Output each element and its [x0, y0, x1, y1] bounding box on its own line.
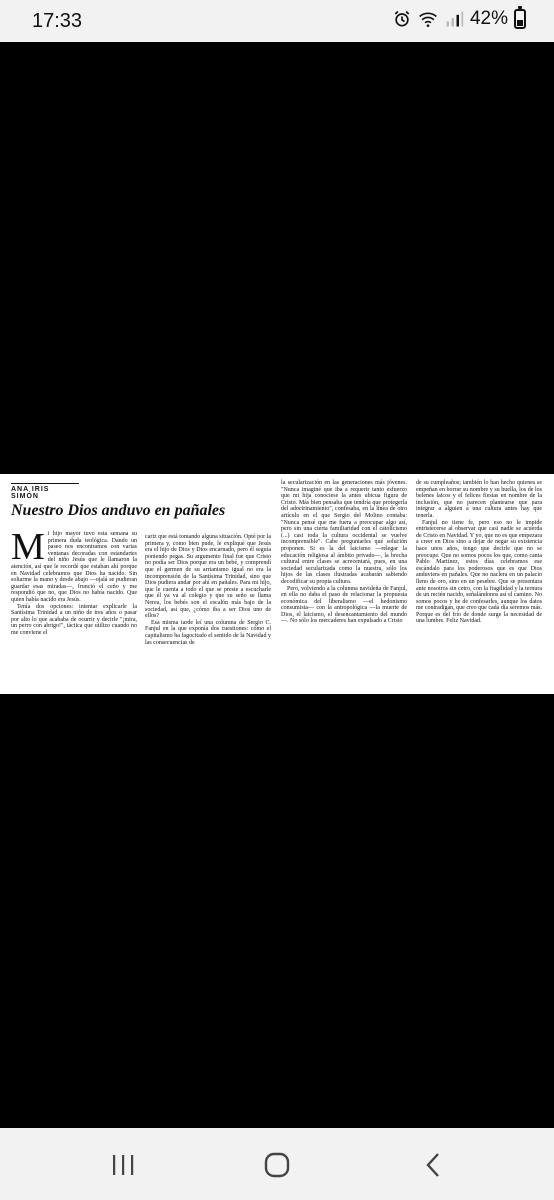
column-4-paragraph-2: Fanjul no tiene fe, pero eso no le impide entristecerse al observar que casi nadie se acuerda de Cristo en Navidad. Y yo, que no es que empezara a creer en Dios sino a dejar de negar su existencia hace unos años, tengo que decirle que no se preocupe. Que no somos pocos los que, como canta Pablo Martínez, estos días celebramos ese escándalo para los poderosos que es que Dios anduviera en pañales. Que no naciera en un palacio lleno de oro, sino en un pesebre. Que se presentara ante nosotros sin cetro, con la fragilidad y la ternura de un recién nacido, señalándonos así el camino. No somos pocos y he de confesarles, aunque los datos me contradigan, que creo que cada día seremos más. Porque es del frío de donde surge la necesidad de una lumbre. Feliz Navidad.	[416, 519, 542, 625]
recent-apps-icon	[110, 1153, 136, 1177]
alarm-icon	[392, 9, 412, 29]
column-3-paragraph-1: la secularización en las generaciones más jóvenes. "Nunca imaginé que iba a requerir tanto esfuerzo que mi hija conociese la antes ubicua figura de Cristo. Más bien pensaba que tendría que protegerla del adoctrinamiento", confesaba, en la línea de otro artículo en el que Sergio del Molino contaba: "Nunca pensé que me fuera a preocupar algo así, pero sin una cierta familiaridad con el catolicismo (...) casi toda la cultura occidental se vuelve incomprensible". Cabe preguntarles qué solución proponen. Si es la del laicismo —relegar la educación religiosa al ámbito privado—, la brecha cultural entre clases se acrecentará, pues, en una sociedad secularizada como la nuestra, sólo los hijos de las clases ilustradas acabarán sabiendo decodificar su propia cultura.	[281, 480, 407, 585]
navigation-bar	[0, 1128, 554, 1200]
black-area-bottom	[0, 694, 554, 1128]
article-headline: Nuestro Dios anduvo en pañales	[11, 502, 226, 519]
article-column-4	[416, 480, 542, 625]
back-button[interactable]	[413, 1150, 453, 1180]
column-1-paragraph-1: Mi hijo mayor tuvo esta semana su primera duda teológica. Dando un paseo nos encontramos con varias ventanas decoradas con estandartes del niño Jesús que le llamaron la atención, así que le recordé que estaban ahí porque en Navidad celebramos que Dios ha nacido. Sin soltarme la mano y desde abajo —ojalá se pudieran guardar esas miradas—, frunció el ceño y me respondió que no, que Dios no había nacido. Que quien había nacido era Jesús.	[11, 526, 137, 603]
drop-cap: M	[11, 526, 45, 568]
article-column-1	[11, 526, 137, 637]
newspaper-article[interactable]	[0, 474, 554, 694]
column-2-paragraph-2: Esa misma tarde leí una columna de Sergio C. Fanjul en la que exponía dos cuestiones: cómo el capitalismo ha fagocitado el sentido de la Navidad y las consecuencias de	[145, 619, 271, 646]
recent-apps-button[interactable]	[103, 1150, 143, 1180]
article-column-3	[281, 480, 407, 625]
wifi-icon	[418, 9, 438, 29]
battery-percent: 42%	[469, 8, 508, 29]
column-1-paragraph-2: Tenía dos opciones: intentar explicarle la Santísima Trinidad a un niño de tres años o pasar por alto lo que acababa de ocurrir y decirle "¡mira, un perro con abrigo!", táctica que utilizo cuando no me conviene el	[11, 603, 137, 636]
column-4-paragraph-1: de su cumpleaños; también lo han hecho quienes se empeñan en borrar su nombre y su huella, los de los belenes laicos y el felices fiestas en nombre de la inclusión, que no parecen plantearse que para integrar a alguien a una cultura antes hay que tenerla.	[416, 480, 542, 519]
battery-fill	[517, 20, 523, 26]
home-icon	[263, 1151, 291, 1179]
home-button[interactable]	[257, 1150, 297, 1180]
black-area-top	[0, 42, 554, 474]
column-2-paragraph-1: cariz que está tomando alguna situación. Opté por la primera y, como bien pude, le expliqué que Jesús era el hijo de Dios y Dios encarnado, pero él seguía poniendo pegas. Su argumento final fue que Cristo no podía ser Dios porque era un bebé, y comprendí que el germen de su arrianismo igual no era la incomprensión de la Santísima Trinidad, sino que Dios pudiera andar por ahí en pañales. Para mi hijo, que le cuenta a todo el que se preste a escucharle que él ya va al colegio y que su seño se llama Nerea, los bebés son el escalón más bajo de la sociedad, así que, ¿cómo iba a ser Dios uno de ellos?	[145, 534, 271, 620]
battery-icon	[514, 9, 526, 29]
status-time: 17:33	[32, 10, 83, 32]
article-byline: ANA IRIS SIMÓN	[11, 483, 79, 500]
column-3-paragraph-2: Pero, volviendo a la columna navideña de Fanjul, en ella no daba el paso de relacionar la propuesta económica del liberalismo —el hedonismo consumista— con la antropológica —la muerte de Dios, el laicismo, el desencantamiento del mundo—. No sólo los mercaderes han expulsado a Cristo	[281, 585, 407, 625]
article-column-2	[145, 534, 271, 646]
signal-icon	[444, 9, 464, 29]
status-icons	[392, 8, 526, 30]
status-bar	[0, 0, 554, 42]
back-icon	[423, 1151, 443, 1179]
